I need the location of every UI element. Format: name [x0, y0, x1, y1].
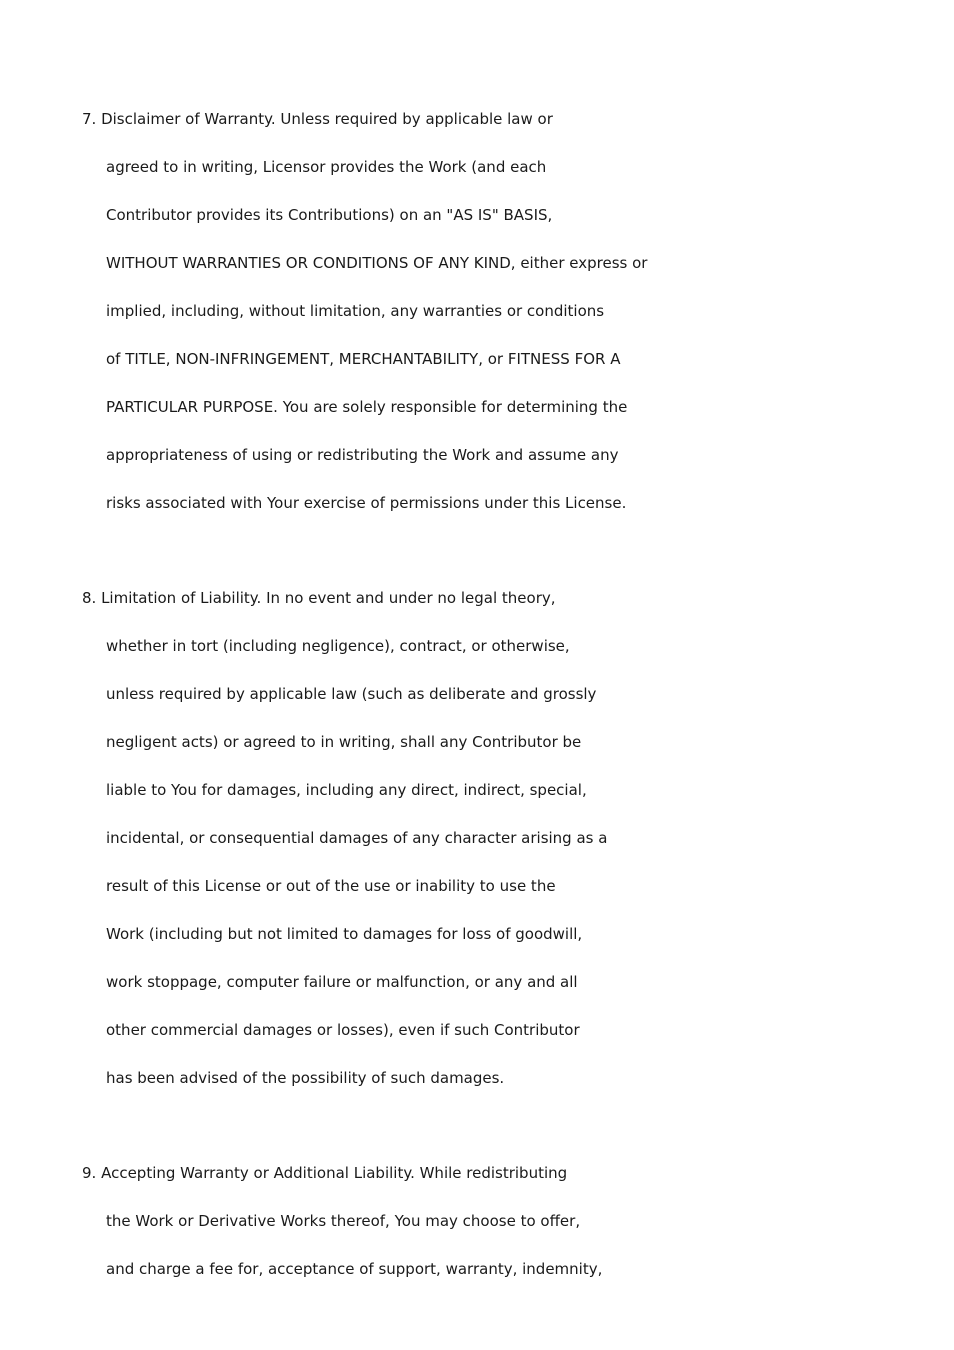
text-line: unless required by applicable law (such as deliberate and grossly — [106, 685, 597, 703]
text-line: other commercial damages or losses), even if such Contributor — [106, 1021, 580, 1039]
text-line: negligent acts) or agreed to in writing, shall any Contributor be — [106, 733, 582, 751]
section-heading-line: 9. Accepting Warranty or Additional Liability. While redistributing — [82, 1164, 568, 1182]
text-line: of TITLE, NON-INFRINGEMENT, MERCHANTABILITY, or FITNESS FOR A — [106, 350, 621, 368]
text-line: appropriateness of using or redistributing the Work and assume any — [106, 446, 619, 464]
section-9-accepting-warranty — [82, 1149, 902, 1293]
section-8-limitation-of-liability — [82, 574, 902, 1102]
section-7-disclaimer-of-warranty — [82, 95, 902, 527]
text-line: and charge a fee for, acceptance of support, warranty, indemnity, — [106, 1260, 603, 1278]
text-line: risks associated with Your exercise of permissions under this License. — [106, 494, 627, 512]
text-line: incidental, or consequential damages of any character arising as a — [106, 829, 608, 847]
text-line: the Work or Derivative Works thereof, You may choose to offer, — [106, 1212, 581, 1230]
text-line: Contributor provides its Contributions) on an "AS IS" BASIS, — [106, 206, 553, 224]
text-line: result of this License or out of the use or inability to use the — [106, 877, 556, 895]
text-line: PARTICULAR PURPOSE. You are solely responsible for determining the — [106, 398, 628, 416]
text-line: whether in tort (including negligence), contract, or otherwise, — [106, 637, 570, 655]
text-line: WITHOUT WARRANTIES OR CONDITIONS OF ANY KIND, either express or — [106, 254, 648, 272]
text-line: implied, including, without limitation, any warranties or conditions — [106, 302, 605, 320]
text-line: work stoppage, computer failure or malfunction, or any and all — [106, 973, 578, 991]
section-heading-line: 7. Disclaimer of Warranty. Unless required by applicable law or — [82, 110, 553, 128]
text-line: has been advised of the possibility of such damages. — [106, 1069, 505, 1087]
text-line: liable to You for damages, including any direct, indirect, special, — [106, 781, 587, 799]
text-line: agreed to in writing, Licensor provides the Work (and each — [106, 158, 547, 176]
text-line: Work (including but not limited to damages for loss of goodwill, — [106, 925, 583, 943]
section-heading-line: 8. Limitation of Liability. In no event and under no legal theory, — [82, 589, 556, 607]
